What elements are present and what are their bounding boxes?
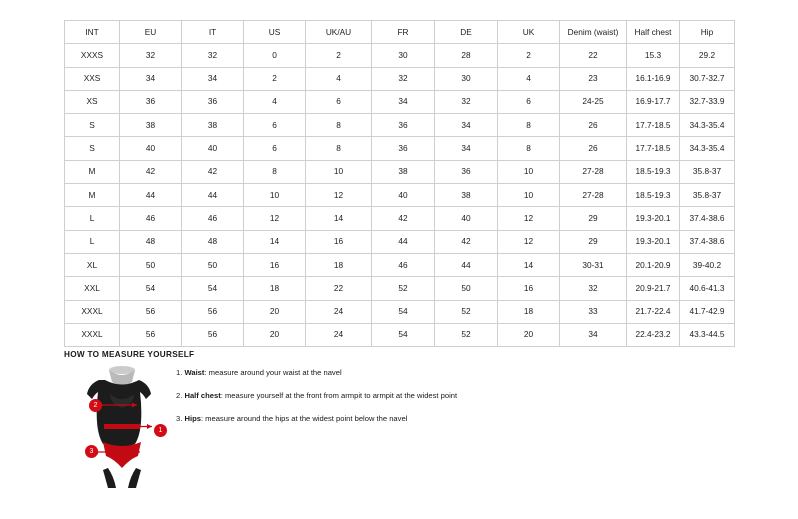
cell-half-chest: 18.5-19.3 bbox=[627, 160, 680, 183]
cell-de: 40 bbox=[435, 207, 498, 230]
cell-half-chest: 19.3-20.1 bbox=[627, 230, 680, 253]
cell-fr: 54 bbox=[372, 323, 435, 346]
cell-int: XS bbox=[65, 90, 120, 113]
cell-us: 0 bbox=[244, 44, 306, 67]
table-header-row bbox=[65, 21, 735, 44]
table-row bbox=[65, 137, 735, 160]
cell-uk: 8 bbox=[498, 137, 560, 160]
cell-eu: 44 bbox=[120, 184, 182, 207]
table-row bbox=[65, 253, 735, 276]
cell-denim-waist: 27-28 bbox=[560, 160, 627, 183]
cell-uk: 20 bbox=[498, 323, 560, 346]
cell-de: 30 bbox=[435, 67, 498, 90]
cell-us: 6 bbox=[244, 137, 306, 160]
cell-fr: 42 bbox=[372, 207, 435, 230]
cell-it: 32 bbox=[182, 44, 244, 67]
marker-2-half-chest: 2 bbox=[89, 399, 102, 412]
cell-eu: 46 bbox=[120, 207, 182, 230]
step-number: 3. bbox=[176, 414, 183, 424]
column-header-half-chest: Half chest bbox=[627, 21, 680, 44]
cell-hip: 34.3-35.4 bbox=[680, 137, 735, 160]
cell-de: 50 bbox=[435, 277, 498, 300]
cell-uk: 14 bbox=[498, 253, 560, 276]
cell-fr: 52 bbox=[372, 277, 435, 300]
measure-instructions bbox=[176, 368, 596, 437]
table-row bbox=[65, 230, 735, 253]
cell-half-chest: 20.9-21.7 bbox=[627, 277, 680, 300]
cell-de: 52 bbox=[435, 300, 498, 323]
cell-int: L bbox=[65, 207, 120, 230]
table-row bbox=[65, 44, 735, 67]
column-header-us: US bbox=[244, 21, 306, 44]
cell-denim-waist: 26 bbox=[560, 137, 627, 160]
column-header-it: IT bbox=[182, 21, 244, 44]
cell-fr: 44 bbox=[372, 230, 435, 253]
cell-denim-waist: 26 bbox=[560, 114, 627, 137]
cell-uk: 4 bbox=[498, 67, 560, 90]
cell-int: XXXL bbox=[65, 300, 120, 323]
cell-uk-au: 24 bbox=[306, 300, 372, 323]
cell-hip: 39-40.2 bbox=[680, 253, 735, 276]
cell-fr: 32 bbox=[372, 67, 435, 90]
step-text: : measure around the hips at the widest point below the navel bbox=[200, 414, 408, 424]
cell-de: 42 bbox=[435, 230, 498, 253]
cell-us: 14 bbox=[244, 230, 306, 253]
step-number: 1. bbox=[176, 368, 183, 377]
cell-us: 16 bbox=[244, 253, 306, 276]
cell-it: 34 bbox=[182, 67, 244, 90]
column-header-fr: FR bbox=[372, 21, 435, 44]
table-row bbox=[65, 160, 735, 183]
cell-hip: 34.3-35.4 bbox=[680, 114, 735, 137]
cell-us: 4 bbox=[244, 90, 306, 113]
cell-eu: 36 bbox=[120, 90, 182, 113]
step-text: : measure around your waist at the navel bbox=[204, 368, 342, 377]
measure-step-half-chest bbox=[176, 391, 596, 400]
cell-eu: 42 bbox=[120, 160, 182, 183]
cell-int: XL bbox=[65, 253, 120, 276]
cell-de: 28 bbox=[435, 44, 498, 67]
cell-eu: 54 bbox=[120, 277, 182, 300]
cell-uk-au: 10 bbox=[306, 160, 372, 183]
table-row bbox=[65, 90, 735, 113]
cell-uk-au: 6 bbox=[306, 90, 372, 113]
cell-denim-waist: 34 bbox=[560, 323, 627, 346]
cell-eu: 56 bbox=[120, 300, 182, 323]
cell-uk-au: 12 bbox=[306, 184, 372, 207]
cell-eu: 48 bbox=[120, 230, 182, 253]
table-row bbox=[65, 114, 735, 137]
cell-hip: 35.8-37 bbox=[680, 184, 735, 207]
cell-hip: 37.4-38.6 bbox=[680, 207, 735, 230]
step-term: Waist bbox=[184, 368, 205, 377]
cell-denim-waist: 29 bbox=[560, 207, 627, 230]
cell-denim-waist: 29 bbox=[560, 230, 627, 253]
cell-uk-au: 18 bbox=[306, 253, 372, 276]
cell-hip: 41.7-42.9 bbox=[680, 300, 735, 323]
cell-uk-au: 8 bbox=[306, 114, 372, 137]
cell-it: 38 bbox=[182, 114, 244, 137]
cell-hip: 29.2 bbox=[680, 44, 735, 67]
cell-it: 50 bbox=[182, 253, 244, 276]
cell-int: L bbox=[65, 230, 120, 253]
cell-half-chest: 16.1-16.9 bbox=[627, 67, 680, 90]
cell-it: 36 bbox=[182, 90, 244, 113]
cell-half-chest: 21.7-22.4 bbox=[627, 300, 680, 323]
measure-step-hips bbox=[176, 414, 596, 423]
table-row bbox=[65, 300, 735, 323]
cell-us: 6 bbox=[244, 114, 306, 137]
cell-hip: 43.3-44.5 bbox=[680, 323, 735, 346]
column-header-uk: UK bbox=[498, 21, 560, 44]
cell-uk: 10 bbox=[498, 160, 560, 183]
step-term: Hips bbox=[184, 414, 201, 424]
cell-uk: 12 bbox=[498, 207, 560, 230]
table-row bbox=[65, 323, 735, 346]
column-header-denim-waist: Denim (waist) bbox=[560, 21, 627, 44]
cell-denim-waist: 30-31 bbox=[560, 253, 627, 276]
cell-de: 38 bbox=[435, 184, 498, 207]
cell-half-chest: 18.5-19.3 bbox=[627, 184, 680, 207]
cell-denim-waist: 22 bbox=[560, 44, 627, 67]
cell-eu: 34 bbox=[120, 67, 182, 90]
cell-eu: 32 bbox=[120, 44, 182, 67]
cell-fr: 40 bbox=[372, 184, 435, 207]
cell-int: M bbox=[65, 160, 120, 183]
cell-us: 8 bbox=[244, 160, 306, 183]
cell-denim-waist: 23 bbox=[560, 67, 627, 90]
cell-hip: 35.8-37 bbox=[680, 160, 735, 183]
cell-it: 46 bbox=[182, 207, 244, 230]
cell-de: 44 bbox=[435, 253, 498, 276]
table-row bbox=[65, 277, 735, 300]
cell-uk-au: 4 bbox=[306, 67, 372, 90]
cell-uk-au: 8 bbox=[306, 137, 372, 160]
cell-uk: 8 bbox=[498, 114, 560, 137]
cell-half-chest: 19.3-20.1 bbox=[627, 207, 680, 230]
cell-fr: 36 bbox=[372, 114, 435, 137]
cell-it: 42 bbox=[182, 160, 244, 183]
cell-eu: 56 bbox=[120, 323, 182, 346]
cell-eu: 50 bbox=[120, 253, 182, 276]
cell-half-chest: 20.1-20.9 bbox=[627, 253, 680, 276]
cell-int: XXXS bbox=[65, 44, 120, 67]
cell-it: 40 bbox=[182, 137, 244, 160]
cell-eu: 40 bbox=[120, 137, 182, 160]
step-text: : measure yourself at the front from armpit to armpit at the widest point bbox=[220, 391, 458, 401]
cell-hip: 37.4-38.6 bbox=[680, 230, 735, 253]
table-row bbox=[65, 207, 735, 230]
cell-half-chest: 22.4-23.2 bbox=[627, 323, 680, 346]
cell-denim-waist: 32 bbox=[560, 277, 627, 300]
cell-uk: 12 bbox=[498, 230, 560, 253]
cell-int: M bbox=[65, 184, 120, 207]
cell-fr: 46 bbox=[372, 253, 435, 276]
cell-us: 12 bbox=[244, 207, 306, 230]
cell-us: 10 bbox=[244, 184, 306, 207]
table-row bbox=[65, 67, 735, 90]
table-row bbox=[65, 184, 735, 207]
cell-int: S bbox=[65, 114, 120, 137]
cell-int: XXS bbox=[65, 67, 120, 90]
column-header-eu: EU bbox=[120, 21, 182, 44]
cell-hip: 32.7-33.9 bbox=[680, 90, 735, 113]
column-header-de: DE bbox=[435, 21, 498, 44]
marker-3-hips: 3 bbox=[85, 445, 98, 458]
cell-fr: 34 bbox=[372, 90, 435, 113]
cell-int: XXL bbox=[65, 277, 120, 300]
cell-it: 54 bbox=[182, 277, 244, 300]
cell-denim-waist: 33 bbox=[560, 300, 627, 323]
size-chart-table bbox=[64, 20, 735, 347]
cell-de: 32 bbox=[435, 90, 498, 113]
cell-uk-au: 2 bbox=[306, 44, 372, 67]
mannequin-illustration bbox=[62, 364, 182, 494]
cell-denim-waist: 27-28 bbox=[560, 184, 627, 207]
cell-hip: 30.7-32.7 bbox=[680, 67, 735, 90]
column-header-uk-au: UK/AU bbox=[306, 21, 372, 44]
cell-us: 2 bbox=[244, 67, 306, 90]
cell-hip: 40.6-41.3 bbox=[680, 277, 735, 300]
cell-int: XXXL bbox=[65, 323, 120, 346]
size-chart-container bbox=[64, 20, 734, 347]
cell-it: 56 bbox=[182, 323, 244, 346]
cell-uk: 10 bbox=[498, 184, 560, 207]
cell-us: 20 bbox=[244, 300, 306, 323]
cell-half-chest: 15.3 bbox=[627, 44, 680, 67]
cell-uk: 2 bbox=[498, 44, 560, 67]
cell-fr: 38 bbox=[372, 160, 435, 183]
cell-denim-waist: 24-25 bbox=[560, 90, 627, 113]
cell-de: 34 bbox=[435, 114, 498, 137]
cell-de: 36 bbox=[435, 160, 498, 183]
cell-it: 48 bbox=[182, 230, 244, 253]
cell-de: 52 bbox=[435, 323, 498, 346]
measure-step-waist bbox=[176, 368, 596, 377]
cell-fr: 36 bbox=[372, 137, 435, 160]
cell-half-chest: 16.9-17.7 bbox=[627, 90, 680, 113]
marker-1-waist: 1 bbox=[154, 424, 167, 437]
column-header-int: INT bbox=[65, 21, 120, 44]
cell-it: 44 bbox=[182, 184, 244, 207]
cell-fr: 30 bbox=[372, 44, 435, 67]
cell-uk-au: 14 bbox=[306, 207, 372, 230]
cell-fr: 54 bbox=[372, 300, 435, 323]
step-number: 2. bbox=[176, 391, 183, 401]
cell-uk-au: 24 bbox=[306, 323, 372, 346]
step-term: Half chest bbox=[184, 391, 221, 401]
cell-us: 20 bbox=[244, 323, 306, 346]
cell-uk: 16 bbox=[498, 277, 560, 300]
cell-us: 18 bbox=[244, 277, 306, 300]
how-to-measure-title: HOW TO MEASURE YOURSELF bbox=[64, 350, 195, 359]
cell-de: 34 bbox=[435, 137, 498, 160]
cell-half-chest: 17.7-18.5 bbox=[627, 114, 680, 137]
cell-int: S bbox=[65, 137, 120, 160]
cell-uk: 6 bbox=[498, 90, 560, 113]
cell-uk: 18 bbox=[498, 300, 560, 323]
cell-uk-au: 16 bbox=[306, 230, 372, 253]
cell-half-chest: 17.7-18.5 bbox=[627, 137, 680, 160]
cell-eu: 38 bbox=[120, 114, 182, 137]
cell-it: 56 bbox=[182, 300, 244, 323]
column-header-hip: Hip bbox=[680, 21, 735, 44]
cell-uk-au: 22 bbox=[306, 277, 372, 300]
